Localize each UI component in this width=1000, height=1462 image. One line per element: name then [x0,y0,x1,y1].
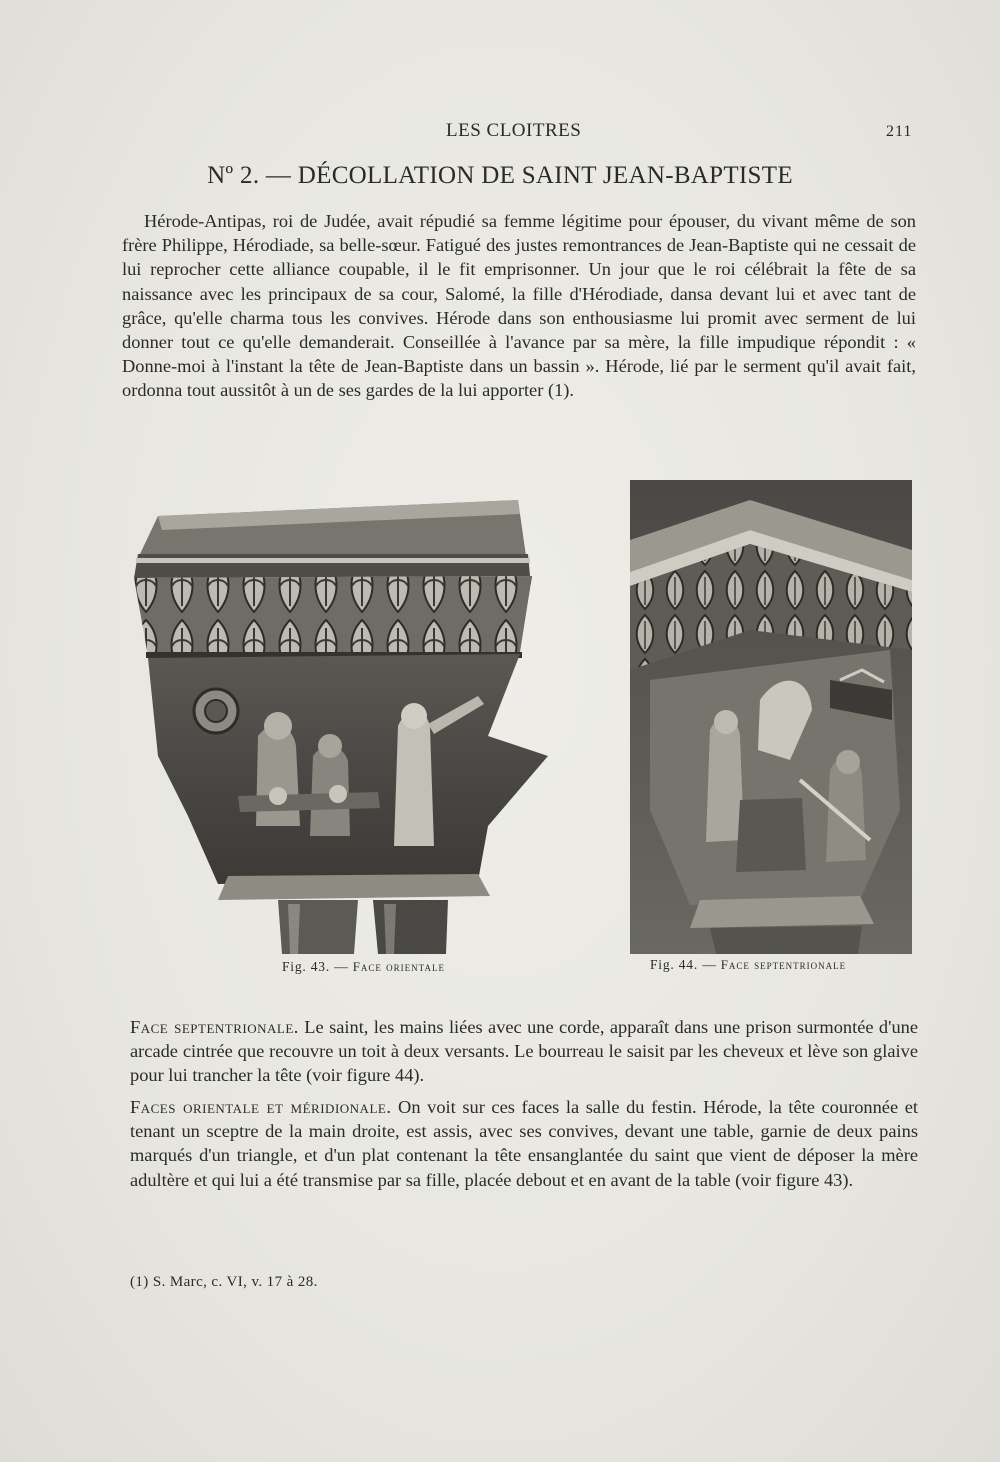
capital-north-face-illustration [630,480,912,954]
north-face-heading: Face septentrionale. [130,1017,299,1037]
figure-44-caption [650,957,846,973]
figure-44-number: Fig. 44. — [650,957,721,972]
east-face-text: On voit sur ces faces la salle du festin. Hérode, la tête couronnée et tenant un sceptre de la main droite, est assis, avec ses convives, devant une table, garnie de deux pains marqués d'un triangle, et d'un plat contenant la tête ensanglantée du saint que vient de déposer la mère adultère et qui lui a été transmise par sa fille, placée debout et en avant de la table (voir figure 43). [130,1097,918,1190]
north-face-text: Le saint, les mains liées avec une corde, apparaît dans une prison surmontée d'une arcade cintrée que recouvre un toit à deux versants. Le bourreau le saisit par les cheveux et lève son glaive pour lui trancher la tête (voir figure 44). [130,1017,918,1086]
figure-43-label: Face orientale [352,959,445,974]
running-title: LES CLOITRES [446,120,582,141]
north-face-paragraph [130,1015,918,1088]
running-head [0,120,1000,150]
footnote: (1) S. Marc, c. VI, v. 17 à 28. [130,1274,318,1290]
figure-44-capital-photo [630,480,912,954]
figure-43-capital-photo [128,496,558,954]
east-face-heading: Faces orientale et méridionale. [130,1097,392,1117]
figure-43-number: Fig. 43. — [282,959,353,974]
intro-paragraph: Hérode-Antipas, roi de Judée, avait répudié sa femme légitime pour épouser, du vivant même de son frère Philippe, Hérodiade, sa belle-sœur. Fatigué des justes remontrances de Jean-Baptiste qui ne cessait de lui reprocher cette alliance coupable, il le fit emprisonner. Un jour que le roi célébrait la fête de sa naissance avec les principaux de sa cour, Salomé, la fille d'Hérodiade, dansa devant lui et avec tant de grâce, qu'elle charma tous les convives. Hérode dans son enthousiasme lui promit avec serment de lui donner tout ce qu'elle demanderait. Conseillée à l'avance par sa mère, la fille impudique répondit : « Donne-moi à l'instant la tête de Jean-Baptiste dans un bassin ». Hérode, lié par le serment qu'il avait fait, ordonna tout aussitôt à un de ses gardes de la lui apporter (1). [122,211,916,401]
capital-east-face-illustration [128,496,558,954]
figure-43-caption [282,959,445,975]
section-title: Nº 2. — DÉCOLLATION DE SAINT JEAN-BAPTISTE [207,162,793,189]
east-face-paragraph [130,1095,918,1192]
figure-44-label: Face septentrionale [720,957,847,972]
page-number: 211 [886,123,913,140]
